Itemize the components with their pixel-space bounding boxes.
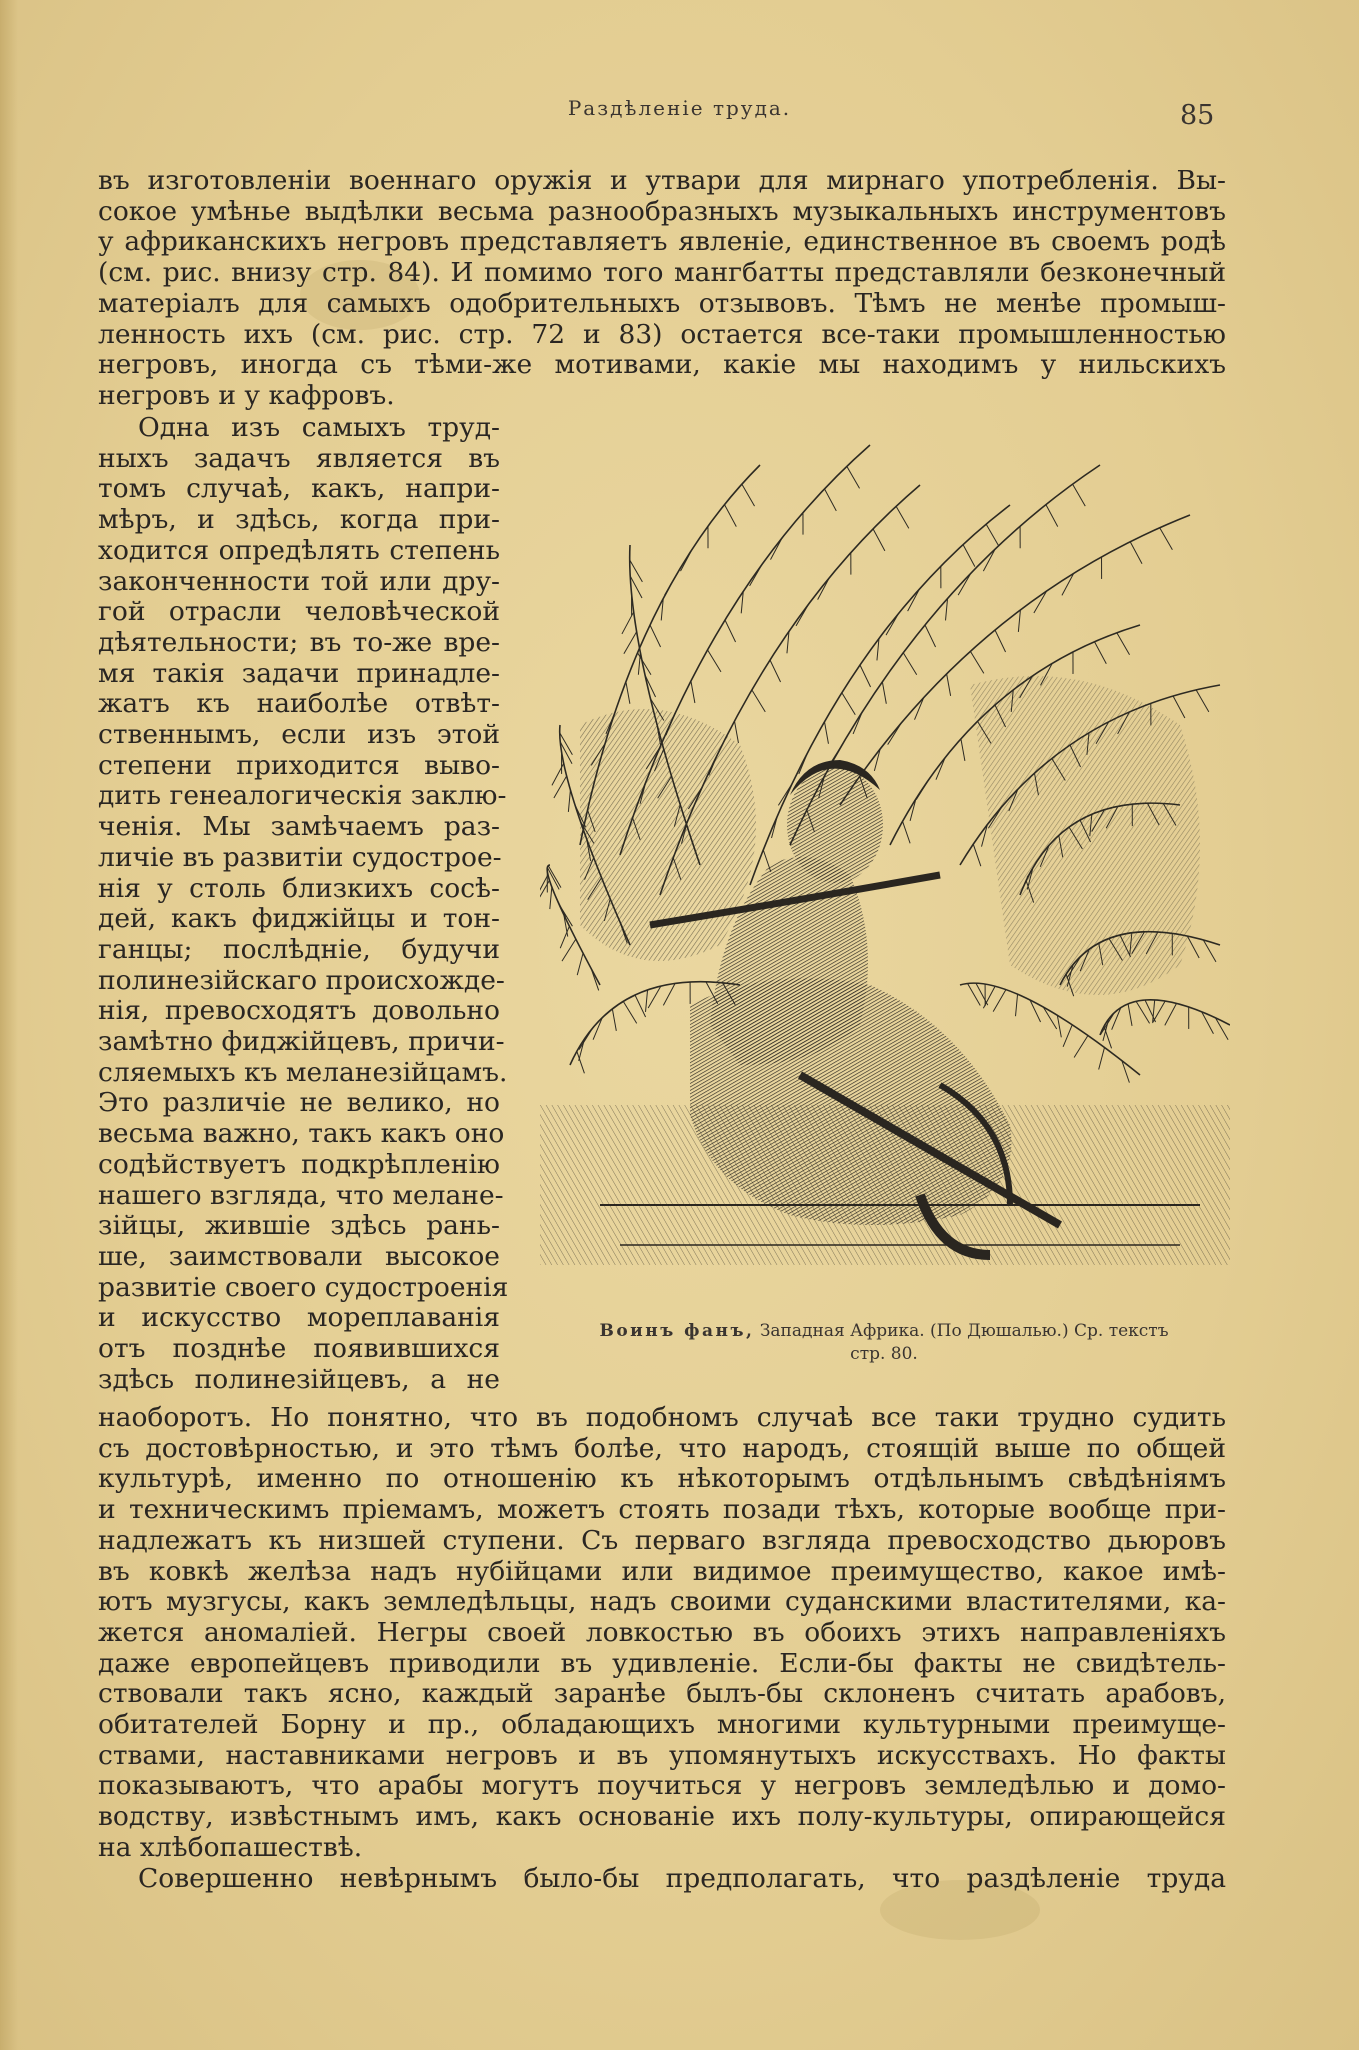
leaflet: [562, 939, 576, 961]
leaflet: [973, 844, 981, 866]
leaflet: [818, 578, 830, 600]
text-line: и техническимъ пріемамъ, можетъ стоять позади тѣхъ, которые вообще при-: [98, 1494, 1226, 1526]
intro-paragraph: [98, 166, 1226, 412]
leaflet: [770, 660, 781, 682]
text-line: ствами, наставниками негровъ и въ упомянутыхъ искусствахъ. Но факты: [98, 1739, 1226, 1771]
text-line: мя такія задачи принадле-: [98, 657, 500, 689]
leaflet: [1187, 936, 1199, 958]
text-line: сляемыхъ къ меланезійцамъ.: [98, 1056, 508, 1088]
text-line: на хлѣбопашествѣ.: [98, 1831, 363, 1863]
leaflet: [560, 926, 569, 948]
leaflet: [1034, 591, 1047, 613]
leaflet: [915, 698, 924, 720]
leaflet: [650, 625, 661, 647]
leaflet: [896, 506, 909, 528]
leaflet: [824, 489, 836, 511]
leaflet: [645, 675, 656, 697]
text-line: нашего взгляда, что мелане-: [98, 1179, 504, 1211]
text-line: культурѣ, именно по отношенію къ нѣкоторымъ отдѣльнымъ свѣдѣніямъ: [98, 1463, 1226, 1495]
leaflet: [624, 632, 637, 654]
leaflet: [680, 549, 692, 571]
text-line: въ ковкѣ желѣза надъ нубійцами или видимое преимущество, какое имѣ-: [98, 1555, 1226, 1587]
text-line: зійцы, жившіе здѣсь рань-: [98, 1210, 500, 1242]
text-line: замѣтно фиджійцевъ, причи-: [98, 1026, 505, 1058]
leaflet: [946, 598, 948, 620]
leaflet: [663, 983, 675, 1005]
leaflet: [925, 625, 936, 647]
narrow-column-paragraph: [98, 412, 509, 1396]
page-number: 85: [1180, 100, 1215, 131]
leaflet: [824, 722, 828, 744]
palm-frond: [960, 983, 1140, 1075]
leaflet: [903, 821, 911, 843]
running-head: Раздѣленіе труда.: [567, 96, 792, 120]
leaflet: [860, 665, 871, 687]
text-line: ше, заимствовали высокое: [98, 1240, 500, 1272]
text-line: содѣйствуетъ подкрѣпленію: [98, 1148, 500, 1180]
leaflet: [734, 721, 738, 743]
text-line: наоборотъ. Но понятно, что въ подобномъ случаѣ все таки трудно судить: [98, 1402, 1226, 1433]
text-line: дить генеалогическія заклю-: [98, 780, 507, 812]
leaflet: [1117, 633, 1130, 655]
leaflet: [1128, 1004, 1132, 1026]
warrior-engraving: [540, 425, 1230, 1285]
leaflet: [1016, 994, 1018, 1016]
leaflet: [1094, 642, 1106, 664]
text-line: ныхъ задачъ является въ: [98, 442, 500, 474]
leaflet: [873, 529, 885, 551]
leaflet: [1130, 542, 1142, 564]
text-line: у африканскихъ негровъ представляетъ явленіе, единственное въ своемъ родѣ: [98, 226, 1226, 258]
text-line: гой отрасли человѣческой: [98, 596, 500, 628]
leaflet: [665, 573, 678, 595]
leaflet: [1063, 1025, 1072, 1047]
leaflet: [1057, 1015, 1061, 1037]
text-line: сокое умѣнье выдѣлки весьма разнообразныхъ музыкальныхъ инструментовъ: [98, 195, 1226, 227]
text-line: ганцы; послѣдніе, будучи: [98, 933, 500, 965]
caption-line-2: стр. 80.: [850, 1344, 918, 1364]
leaflet: [970, 651, 983, 673]
leaflet: [796, 604, 809, 626]
text-line: Одна изъ самыхъ труд-: [138, 412, 500, 443]
text-line: Это различіе не велико, но: [98, 1087, 500, 1119]
leaflet: [554, 776, 567, 798]
text-line: законченности той или дру-: [98, 565, 500, 597]
leaflet: [993, 990, 1006, 1012]
text-line: ственнымъ, если изъ этой: [98, 719, 500, 751]
leaflet: [593, 1018, 602, 1040]
leaflet: [888, 723, 902, 745]
leaflet: [742, 484, 755, 506]
text-line: нія, превосходятъ довольно: [98, 995, 500, 1027]
text-line: обитателей Борну и пр., обладающихъ многими культурными преимуще-: [98, 1709, 1226, 1741]
leaflet: [886, 613, 899, 635]
leaflet: [799, 752, 808, 774]
leaflet: [842, 693, 855, 715]
leaflet: [778, 783, 792, 805]
leaflet: [1173, 696, 1185, 718]
text-line: ленность ихъ (см. рис. стр. 72 и 83) остается все-таки промышленностью: [98, 318, 1226, 350]
leaflet: [1073, 484, 1086, 506]
leaflet: [1099, 1047, 1105, 1069]
leaflet: [847, 466, 860, 488]
leaflet: [1104, 1026, 1112, 1048]
leaflet: [770, 538, 782, 560]
leaflet: [995, 630, 1006, 652]
text-line: водству, извѣстнымъ имъ, какъ основаніе ихъ полу-культуры, опирающейся: [98, 1801, 1226, 1833]
text-line: здѣсь полинезійцевъ, а не: [98, 1363, 500, 1395]
text-line: жется аномаліей. Негры своей ловкостью въ обоихъ этихъ направленіяхъ: [98, 1616, 1226, 1648]
leaflet: [550, 887, 552, 909]
leaflet: [540, 880, 549, 902]
leaflet: [1101, 1013, 1115, 1035]
leaflet: [750, 564, 763, 586]
text-line: полинезійскаго происхожде-: [98, 964, 505, 996]
leaflet: [1046, 505, 1058, 527]
palm-frond: [1100, 1000, 1230, 1035]
text-line: отъ позднѣе появившихся: [98, 1333, 500, 1365]
leaflet: [903, 653, 916, 675]
text-line: ютъ музгусы, какъ земледѣльцы, надъ своими суданскими властителями, ка-: [98, 1586, 1226, 1618]
text-line: нія у столь близкихъ сосѣ-: [98, 872, 500, 904]
text-line: матеріалъ для самыхъ одобрительныхъ отзывовъ. Тѣмъ не менѣе промыш-: [98, 287, 1226, 319]
text-line: Совершенно невѣрнымъ было-бы предполагать, что раздѣленіе труда: [138, 1862, 1226, 1894]
text-line: негровъ, иногда съ тѣми-же мотивами, какіе мы находимъ у нильскихъ: [98, 349, 1226, 381]
leaflet: [577, 953, 583, 975]
leaflet: [1160, 528, 1173, 550]
text-line: съ достовѣрностью, и это тѣмъ болѣе, что народъ, стоящій выше по общей: [98, 1432, 1226, 1464]
leaflet: [568, 790, 570, 812]
caption-line-1: [534, 1320, 1234, 1343]
leaflet: [986, 524, 999, 546]
text-line: мѣръ, и здѣсь, когда при-: [98, 504, 500, 536]
text-line: степени приходится выво-: [98, 749, 500, 781]
leaflet: [635, 995, 646, 1017]
text-line: дѣятельности; въ то-же вре-: [98, 626, 500, 658]
text-line: и искусство мореплаванія: [98, 1302, 500, 1334]
caption-title: Воинъ фанъ,: [599, 1321, 755, 1341]
page-edge-shadow: [0, 0, 18, 2050]
illustration: [540, 425, 1230, 1285]
leaflet: [752, 690, 765, 712]
text-line: томъ случаѣ, какъ, напри-: [98, 473, 500, 505]
text-line: личіе въ развитіи судострое-: [98, 841, 502, 873]
leaflet: [579, 1028, 593, 1050]
warrior-head: [787, 767, 883, 883]
text-line: ченія. Мы замѣчаемъ раз-: [98, 811, 500, 843]
leaflet: [1074, 1036, 1088, 1058]
leaflet: [916, 778, 930, 800]
leaflet: [963, 545, 975, 567]
leaflet: [1018, 610, 1020, 632]
leaflet: [983, 549, 995, 571]
figure-caption: [534, 1320, 1234, 1366]
text-line: развитіе своего судостроенія: [98, 1271, 509, 1303]
text-line: (см. рис. внизу стр. 84). И помимо того мангбатты представляли безконечный: [98, 257, 1226, 289]
text-line: ствовали такъ ясно, каждый заранѣе былъ-бы склоненъ считать арабовъ,: [98, 1678, 1226, 1710]
leaflet: [626, 682, 630, 704]
leaflet: [724, 505, 736, 527]
text-line: дей, какъ фиджійцы и тон-: [98, 903, 500, 935]
text-line: даже европейцевъ приводили въ удивленіе. Если-бы факты не свидѣтель-: [98, 1647, 1226, 1679]
leaflet: [612, 1009, 616, 1031]
leaflet: [961, 739, 965, 761]
leaflet: [623, 1001, 636, 1023]
caption-text: Западная Африка. (По Дюшалью.) Ср. текстъ: [754, 1321, 1169, 1341]
text-line: жатъ къ наиболѣе отвѣт-: [98, 688, 500, 720]
leaflet: [708, 650, 721, 672]
text-line: въ изготовленіи военнаго оружія и утвари для мирнаго употребленія. Вы-: [98, 165, 1226, 196]
leaflet: [947, 674, 951, 696]
leaflet: [646, 990, 648, 1012]
leaflet: [1165, 1003, 1177, 1025]
text-line: весьма важно, такъ какъ оно: [98, 1118, 505, 1150]
text-line: ходится опредѣлять степень: [98, 534, 500, 566]
leaflet: [555, 895, 566, 917]
text-line: показываютъ, что арабы могутъ поучиться у негровъ земледѣлью и домо-: [98, 1770, 1226, 1802]
leaflet: [1196, 690, 1209, 712]
leaflet: [725, 620, 736, 642]
leaflet: [691, 681, 695, 703]
leaflet: [882, 682, 886, 704]
text-line: надлежатъ къ низшей ступени. Съ перваго взгляда превосходство дьюровъ: [98, 1524, 1226, 1556]
text-line: негровъ и у кафровъ.: [98, 379, 395, 411]
bottom-paragraph: [98, 1403, 1226, 1894]
